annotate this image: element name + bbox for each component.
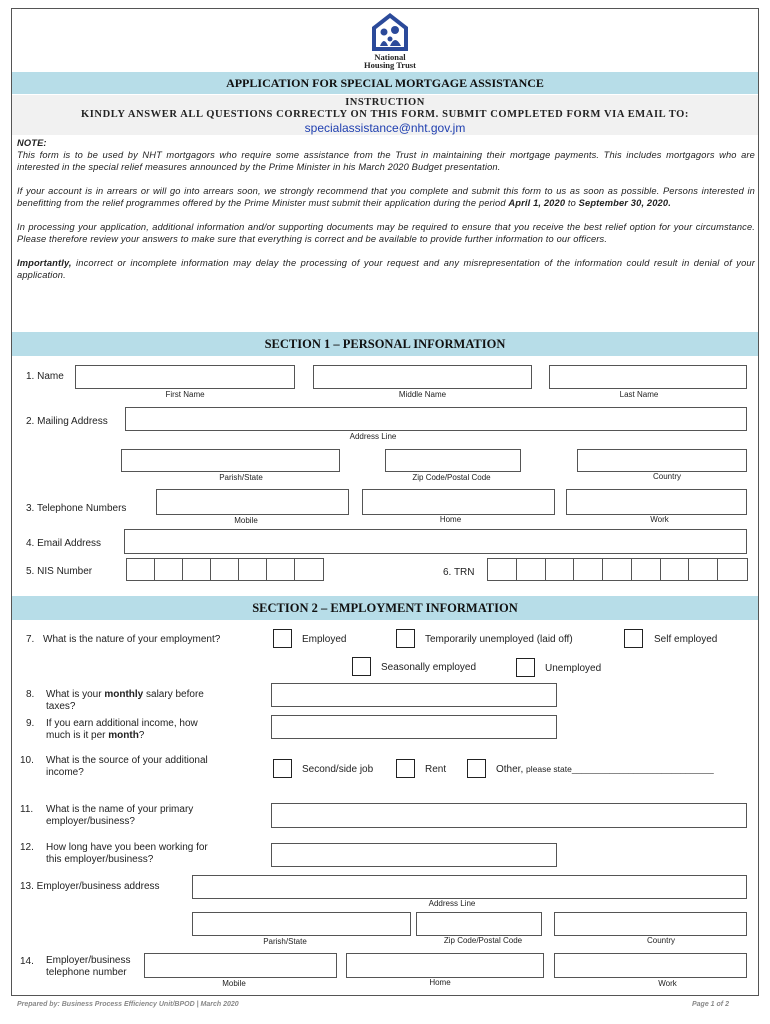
q13-label: 13. Employer/business address xyxy=(20,881,160,892)
q14-number: 14. xyxy=(20,956,34,967)
q3-label: 3. Telephone Numbers xyxy=(26,503,127,514)
seasonal-checkbox[interactable] xyxy=(352,657,371,676)
q12-number: 12. xyxy=(20,842,34,853)
employment-duration-input[interactable] xyxy=(271,843,557,867)
phone-work-input[interactable] xyxy=(566,489,747,515)
middle-name-caption: Middle Name xyxy=(398,390,447,399)
middle-name-input[interactable] xyxy=(313,365,532,389)
employer-phone-home-caption: Home xyxy=(429,978,451,987)
logo-text-line1: National xyxy=(374,52,406,62)
q11-label: What is the name of your primary employer/business? xyxy=(46,804,194,827)
employer-country-input[interactable] xyxy=(554,912,747,936)
phone-home-caption: Home xyxy=(439,515,462,524)
form-title: APPLICATION FOR SPECIAL MORTGAGE ASSISTANCE xyxy=(226,75,544,90)
zip-code-input[interactable] xyxy=(385,449,521,472)
additional-income-input[interactable] xyxy=(271,715,557,739)
unemployed-option-label: Unemployed xyxy=(545,663,602,674)
side-job-checkbox[interactable] xyxy=(273,759,292,778)
rent-option-label: Rent xyxy=(425,764,447,775)
q9-number: 9. xyxy=(26,718,35,729)
q11-number: 11. xyxy=(20,804,34,815)
employer-zip-caption: Zip Code/Postal Code xyxy=(443,936,523,945)
section2-title: SECTION 2 – EMPLOYMENT INFORMATION xyxy=(252,600,518,615)
employer-phone-home-input[interactable] xyxy=(346,953,544,978)
employer-name-input[interactable] xyxy=(271,803,747,828)
section1-title: SECTION 1 – PERSONAL INFORMATION xyxy=(264,336,506,351)
house-logo-icon xyxy=(371,12,409,52)
side-job-option-label: Second/side job xyxy=(302,764,374,775)
rent-checkbox[interactable] xyxy=(396,759,415,778)
seasonal-option-label: Seasonally employed xyxy=(381,662,477,673)
note-label: NOTE: xyxy=(17,138,47,148)
employer-parish-caption: Parish/State xyxy=(263,937,307,946)
country-input[interactable] xyxy=(577,449,747,472)
country-caption: Country xyxy=(652,472,681,481)
footer-prepared-by: Prepared by: Business Process Efficiency Unit/BPOD | March 2020 xyxy=(17,1001,239,1008)
instruction-block xyxy=(12,95,758,135)
q8-number: 8. xyxy=(26,689,35,700)
self-employed-checkbox[interactable] xyxy=(624,629,643,648)
temp-unemployed-checkbox[interactable] xyxy=(396,629,415,648)
nht-logo xyxy=(360,12,420,70)
note-block xyxy=(17,137,755,281)
footer-page-number: Page 1 of 2 xyxy=(692,1001,729,1008)
section2-header xyxy=(12,596,758,620)
instruction-text: KINDLY ANSWER ALL QUESTIONS CORRECTLY ON THIS FORM. SUBMIT COMPLETED FORM VIA EMAIL TO: xyxy=(80,109,690,120)
first-name-input[interactable] xyxy=(75,365,295,389)
parish-state-caption: Parish/State xyxy=(219,473,263,482)
q7-number: 7. xyxy=(26,634,35,645)
q10-number: 10. xyxy=(20,755,34,766)
last-name-caption: Last Name xyxy=(619,390,659,399)
address-line-input[interactable] xyxy=(125,407,747,431)
q6-label: 6. TRN xyxy=(443,567,475,578)
employer-address-line-input[interactable] xyxy=(192,875,747,899)
employer-phone-work-input[interactable] xyxy=(554,953,747,978)
last-name-input[interactable] xyxy=(549,365,747,389)
q12-label: How long have you been working for this employer/business? xyxy=(46,842,208,865)
address-line-caption: Address Line xyxy=(349,432,397,441)
trn-input[interactable] xyxy=(487,558,748,581)
section1-header xyxy=(12,332,758,356)
phone-home-input[interactable] xyxy=(362,489,555,515)
q5-label: 5. NIS Number xyxy=(26,566,93,577)
phone-mobile-input[interactable] xyxy=(156,489,349,515)
employer-parish-input[interactable] xyxy=(192,912,411,936)
phone-work-caption: Work xyxy=(650,515,669,524)
q14-label: Employer/business telephone number xyxy=(46,955,131,978)
q8-label: What is your monthly salary before taxes? xyxy=(46,689,204,712)
monthly-salary-input[interactable] xyxy=(271,683,557,707)
note-paragraph-3: In processing your application, additional information and/or supporting documents may be required to ensure that you receive the best relief option for your circumstance. Please therefore review your answers to make sure that everything is correct and be available to provide further information to our officers. xyxy=(17,222,755,244)
note-paragraph-2: If your account is in arrears or will go into arrears soon, we strongly recommend that you complete and submit this form to us as soon as possible. Persons interested in benefitting from the relief programmes offered by the Prime Minister must submit their application during the period April 1, 2020 to September 30, 2020. xyxy=(17,186,755,208)
employer-phone-work-caption: Work xyxy=(658,979,677,988)
employer-country-caption: Country xyxy=(646,936,675,945)
email-input[interactable] xyxy=(124,529,747,554)
nis-number-input[interactable] xyxy=(126,558,324,581)
q9-label: If you earn additional income, how much is it per month? xyxy=(46,718,198,741)
temp-unemployed-option-label: Temporarily unemployed (laid off) xyxy=(425,634,573,645)
self-employed-option-label: Self employed xyxy=(654,634,718,645)
form-title-bar xyxy=(12,72,758,94)
note-paragraph-4: Importantly, incorrect or incomplete information may delay the processing of your request and any misrepresentation of the information could result in denial of your application. xyxy=(17,258,755,280)
employed-option-label: Employed xyxy=(302,634,347,645)
parish-state-input[interactable] xyxy=(121,449,340,472)
employer-address-line-caption: Address Line xyxy=(428,899,476,908)
employer-phone-mobile-input[interactable] xyxy=(144,953,337,978)
q7-label: What is the nature of your employment? xyxy=(43,634,221,645)
unemployed-checkbox[interactable] xyxy=(516,658,535,677)
employer-phone-mobile-caption: Mobile xyxy=(222,979,246,988)
other-income-checkbox[interactable] xyxy=(467,759,486,778)
q1-label: 1. Name xyxy=(26,371,64,382)
note-paragraph-1: This form is to be used by NHT mortgagors who require some assistance from the Trust in maintaining their mortgage payments. This includes mortgagors who are interested in the special relief measures announced by the Prime Minister in his March 2020 Budget presentation. xyxy=(17,150,755,172)
instruction-heading: INSTRUCTION xyxy=(345,97,425,108)
q2-label: 2. Mailing Address xyxy=(26,416,108,427)
zip-code-caption: Zip Code/Postal Code xyxy=(412,473,491,482)
logo-text-line2: Housing Trust xyxy=(364,60,416,70)
first-name-caption: First Name xyxy=(165,390,205,399)
submission-email-link[interactable]: specialassistance@nht.gov.jm xyxy=(304,121,466,135)
employer-zip-input[interactable] xyxy=(416,912,542,936)
employed-checkbox[interactable] xyxy=(273,629,292,648)
q10-label: What is the source of your additional income? xyxy=(46,755,208,778)
other-income-specify-line[interactable]: please state______________________________ xyxy=(526,764,714,774)
other-income-option-label: Other, please state______________________________ xyxy=(496,764,714,775)
q4-label: 4. Email Address xyxy=(26,538,102,549)
phone-mobile-caption: Mobile xyxy=(234,516,258,525)
